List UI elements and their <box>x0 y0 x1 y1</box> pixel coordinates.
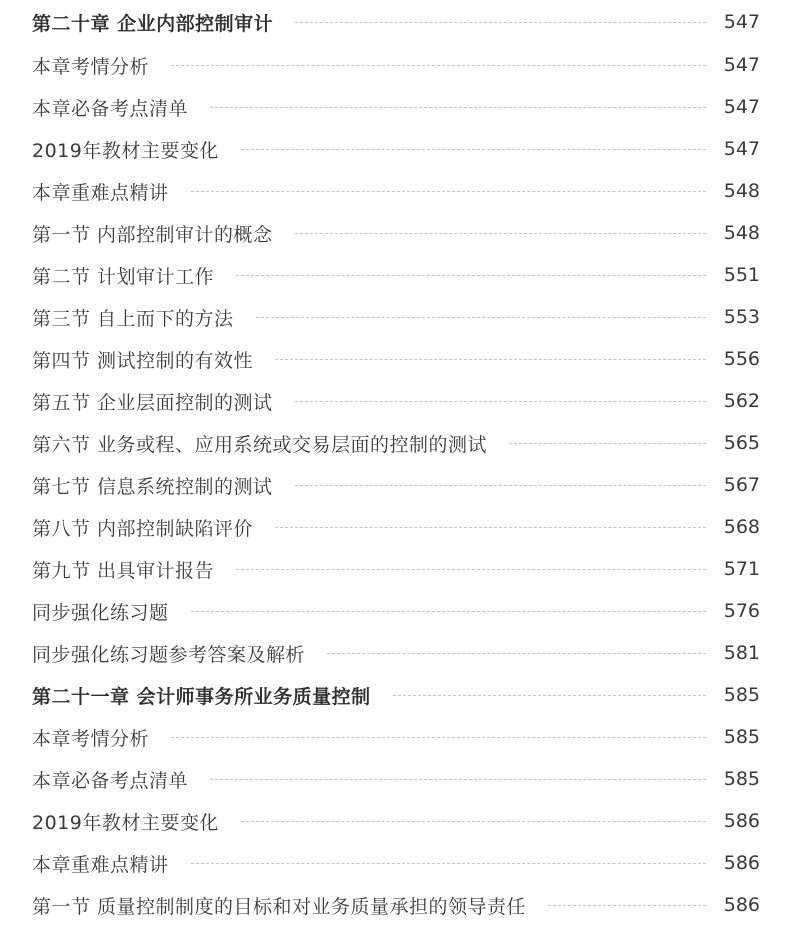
toc-leader-dots <box>295 22 706 23</box>
toc-page-number: 547 <box>723 96 760 118</box>
toc-leader-dots <box>256 317 706 318</box>
toc-entry-title: 第二节 计划审计工作 <box>32 265 215 288</box>
toc-page-number: 576 <box>723 600 760 622</box>
toc-row[interactable] <box>32 212 760 254</box>
toc-leader-dots <box>295 233 706 234</box>
toc-leader-dots <box>191 611 706 612</box>
toc-entry-title: 2019年教材主要变化 <box>32 811 219 834</box>
table-of-contents <box>32 0 760 926</box>
toc-page-number: 565 <box>723 432 760 454</box>
toc-row[interactable] <box>32 632 760 674</box>
toc-entry-title: 本章必备考点清单 <box>32 769 189 792</box>
toc-entry-title: 第八节 内部控制缺陷评价 <box>32 517 254 540</box>
toc-page-number: 556 <box>723 348 760 370</box>
toc-page-number: 547 <box>723 54 760 76</box>
toc-leader-dots <box>275 359 706 360</box>
toc-entry-title: 第二十一章 会计师事务所业务质量控制 <box>32 685 371 708</box>
toc-entry-title: 第九节 出具审计报告 <box>32 559 215 582</box>
toc-entry-title: 同步强化练习题参考答案及解析 <box>32 643 306 666</box>
toc-row[interactable] <box>32 716 760 758</box>
toc-entry-title: 第六节 业务或程、应用系统或交易层面的控制的测试 <box>32 433 488 456</box>
toc-page-number: 562 <box>723 390 760 412</box>
toc-leader-dots <box>327 653 706 654</box>
toc-leader-dots <box>295 485 706 486</box>
toc-chapter-row[interactable] <box>32 0 760 44</box>
toc-row[interactable] <box>32 506 760 548</box>
toc-page-number: 553 <box>723 306 760 328</box>
toc-row[interactable] <box>32 380 760 422</box>
toc-entry-title: 第四节 测试控制的有效性 <box>32 349 254 372</box>
toc-row[interactable] <box>32 254 760 296</box>
toc-row[interactable] <box>32 590 760 632</box>
toc-row[interactable] <box>32 758 760 800</box>
toc-entry-title: 第五节 企业层面控制的测试 <box>32 391 273 414</box>
toc-page-number: 586 <box>723 852 760 874</box>
toc-page-number: 571 <box>723 558 760 580</box>
toc-leader-dots <box>241 149 706 150</box>
toc-entry-title: 本章考情分析 <box>32 727 150 750</box>
toc-page-number: 568 <box>723 516 760 538</box>
toc-leader-dots <box>171 65 706 66</box>
toc-entry-title: 第一节 内部控制审计的概念 <box>32 223 273 246</box>
toc-row[interactable] <box>32 296 760 338</box>
toc-leader-dots <box>191 191 706 192</box>
toc-row[interactable] <box>32 128 760 170</box>
toc-page-number: 586 <box>723 894 760 916</box>
toc-leader-dots <box>241 821 706 822</box>
toc-page-number: 567 <box>723 474 760 496</box>
toc-page-number: 585 <box>723 684 760 706</box>
toc-leader-dots <box>210 107 706 108</box>
toc-row[interactable] <box>32 422 760 464</box>
toc-entry-title: 同步强化练习题 <box>32 601 169 624</box>
toc-entry-title: 2019年教材主要变化 <box>32 139 219 162</box>
toc-leader-dots <box>393 695 706 696</box>
toc-row[interactable] <box>32 464 760 506</box>
toc-page-number: 581 <box>723 642 760 664</box>
toc-leader-dots <box>171 737 706 738</box>
toc-row[interactable] <box>32 338 760 380</box>
toc-page-number: 585 <box>723 726 760 748</box>
toc-entry-title: 第七节 信息系统控制的测试 <box>32 475 273 498</box>
toc-row[interactable] <box>32 884 760 926</box>
toc-leader-dots <box>295 401 706 402</box>
toc-entry-title: 第三节 自上而下的方法 <box>32 307 234 330</box>
toc-row[interactable] <box>32 800 760 842</box>
toc-entry-title: 第二十章 企业内部控制审计 <box>32 12 274 35</box>
toc-page-number: 547 <box>723 11 760 33</box>
toc-page-number: 548 <box>723 222 760 244</box>
toc-page-number: 551 <box>723 264 760 286</box>
toc-entry-title: 本章重难点精讲 <box>32 853 169 876</box>
toc-leader-dots <box>210 779 706 780</box>
toc-row[interactable] <box>32 842 760 884</box>
toc-leader-dots <box>236 569 706 570</box>
toc-page-number: 548 <box>723 180 760 202</box>
toc-entry-title: 第一节 质量控制制度的目标和对业务质量承担的领导责任 <box>32 895 527 918</box>
toc-page-number: 586 <box>723 810 760 832</box>
toc-row[interactable] <box>32 548 760 590</box>
toc-leader-dots <box>548 905 706 906</box>
toc-leader-dots <box>509 443 706 444</box>
toc-row[interactable] <box>32 44 760 86</box>
toc-row[interactable] <box>32 170 760 212</box>
toc-entry-title: 本章重难点精讲 <box>32 181 169 204</box>
toc-entry-title: 本章考情分析 <box>32 55 150 78</box>
toc-entry-title: 本章必备考点清单 <box>32 97 189 120</box>
toc-page-number: 547 <box>723 138 760 160</box>
toc-leader-dots <box>236 275 706 276</box>
toc-chapter-row[interactable] <box>32 674 760 716</box>
toc-leader-dots <box>191 863 706 864</box>
toc-leader-dots <box>275 527 706 528</box>
toc-row[interactable] <box>32 86 760 128</box>
toc-page-number: 585 <box>723 768 760 790</box>
